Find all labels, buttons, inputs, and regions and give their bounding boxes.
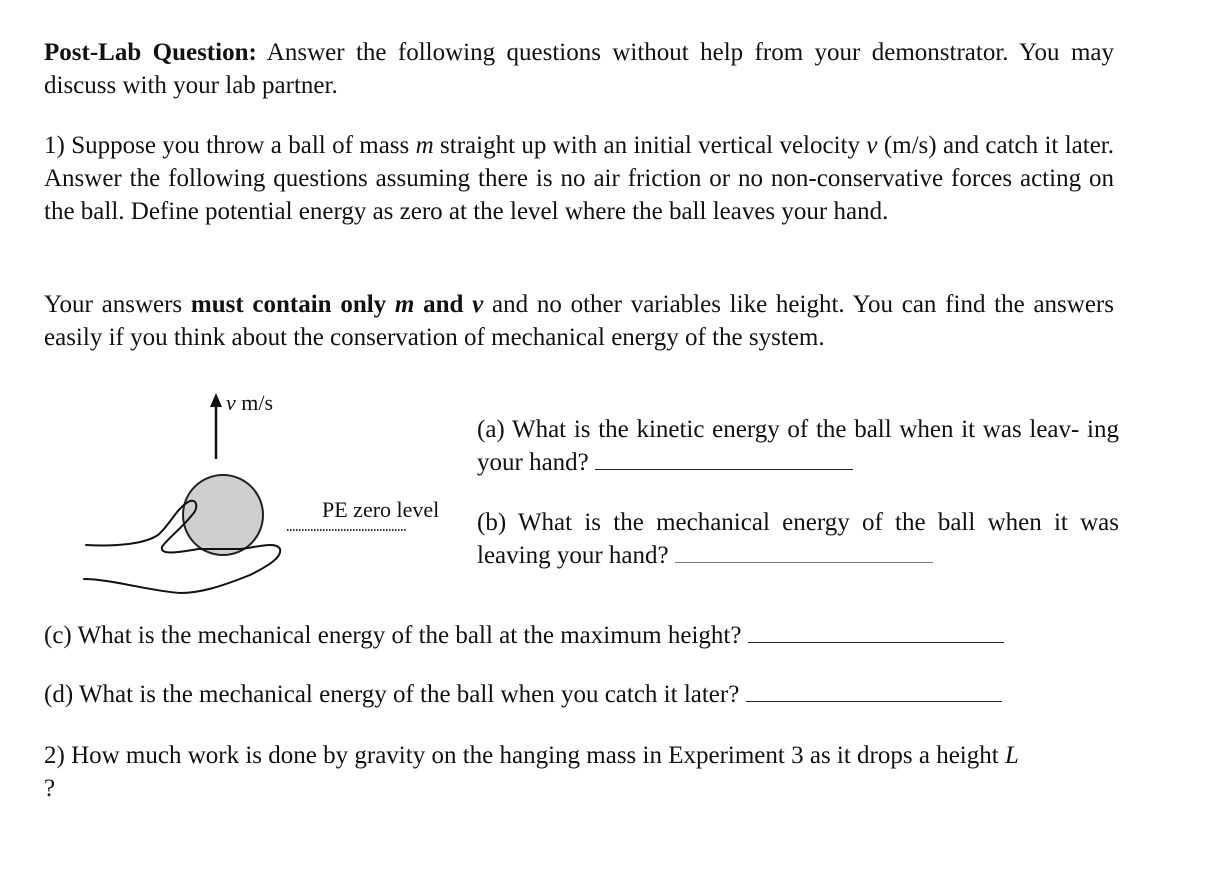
question-a-text: (a) What is the kinetic energy of the ball when it was leav- ing your hand? [477,416,1119,476]
pe-zero-level-label: PE zero level [322,497,440,522]
ball-throw-figure [80,385,470,610]
question-c-text: (c) What is the mechanical energy of the ball at the maximum height? [44,622,742,649]
velocity-label [226,391,273,415]
velocity-label-unit: m/s [235,390,274,415]
instructions-variable-v: v [472,291,484,318]
question-b [477,506,1119,572]
post-lab-heading: Post-Lab Question: [44,39,257,66]
instructions-text-part1: Your answers [44,291,191,318]
velocity-arrow-head-icon [210,393,222,407]
question-1-text-part2: straight up with an initial vertical velocity [433,132,867,159]
answer-c-input[interactable] [748,620,1004,643]
variable-v: v [866,132,878,159]
question-1-text-part3: (m/s) and catch it later. Answer the following questions assuming there is no air friction or no non-conservative forces acting on the ball. Define potential energy as zero at the level where the ball leaves your hand. [44,132,1115,225]
question-d [44,678,1114,711]
question-c [44,619,1114,652]
question-1-paragraph [44,129,1114,228]
velocity-label-variable: v [226,390,236,415]
variable-m: m [415,132,434,159]
answer-d-input[interactable] [746,679,1002,702]
variable-L: L [1004,742,1019,769]
ball [183,475,263,555]
question-2-mark: ? [44,775,56,802]
answer-b-input[interactable] [675,540,933,563]
question-2 [44,739,1114,805]
question-b-text: (b) What is the mechanical energy of the ball when it was leaving your hand? [477,509,1119,569]
instructions-text-part2: and no other variables like height. You can find the answers easily if you think about the conservation of mechanical energy of the system. [44,291,1114,351]
question-d-text: (d) What is the mechanical energy of the ball when you catch it later? [44,681,740,708]
intro-paragraph [44,36,1114,102]
question-a [477,413,1119,479]
answer-instructions [44,288,1114,354]
question-1-number: 1) [44,132,72,159]
answer-a-input[interactable] [595,447,853,470]
question-1-text-part1: Suppose you throw a ball of mass [71,132,416,159]
question-2-text: 2) How much work is done by gravity on the hanging mass in Experiment 3 as it drops a height [44,742,1005,769]
instructions-variable-m: m [394,291,415,318]
instructions-bold-part2: and [414,291,473,318]
instructions-bold-part1: must contain only [190,291,395,318]
intro-text: Answer the following questions without help from your demonstrator. You may discuss with your lab partner. [44,39,1114,99]
